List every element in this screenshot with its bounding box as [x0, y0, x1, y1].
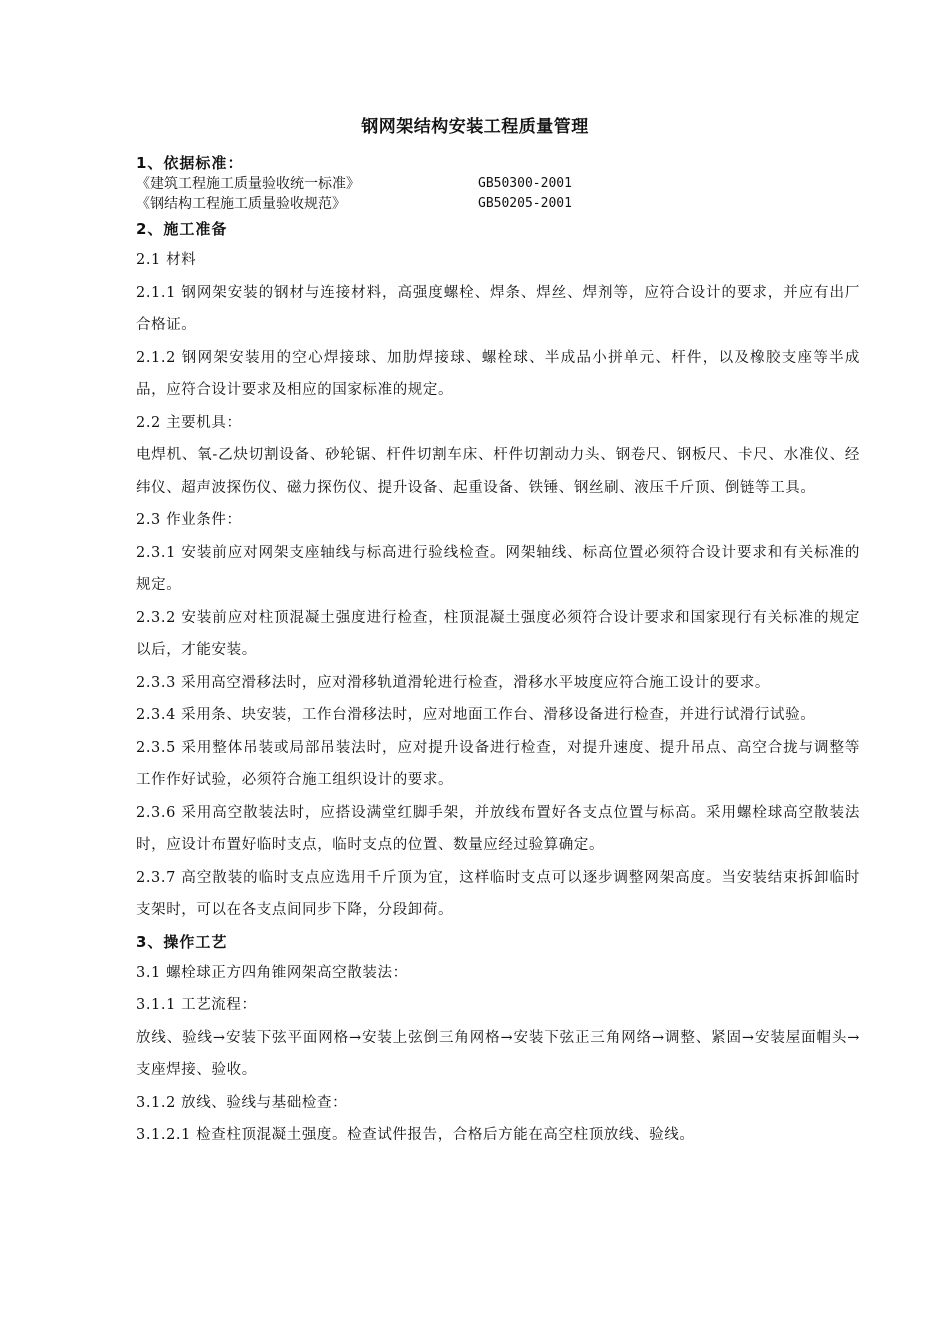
standard-name: 《钢结构工程施工质量验收规范》 — [136, 196, 346, 212]
paragraph: 2.3.7 高空散装的临时支点应选用千斤顶为宜，这样临时支点可以逐步调整网架高度。当安装结束拆卸临时支架时，可以在各支点间同步下降，分段卸荷。 — [136, 869, 860, 918]
standard-code: GB50300-2001 — [478, 176, 572, 191]
paragraph: 3.1 螺栓球正方四角锥网架高空散装法： — [136, 964, 408, 981]
standard-reference — [136, 174, 860, 194]
section-2-heading: 2、施工准备 — [136, 220, 228, 238]
paragraph: 3.1.1 工艺流程： — [136, 997, 257, 1013]
document-title: 钢网架结构安装工程质量管理 — [361, 117, 589, 137]
paragraph: 3.1.2.1 检查柱顶混凝土强度。检查试件报告，合格后方能在高空柱顶放线、验线。 — [136, 1127, 695, 1143]
section-3-heading: 3、操作工艺 — [136, 932, 228, 951]
standard-reference — [136, 194, 860, 214]
paragraph: 3.1.2 放线、验线与基础检查： — [136, 1094, 348, 1111]
section-1-heading: 1、依据标准： — [136, 154, 244, 172]
paragraph: 2.3.3 采用高空滑移法时，应对滑移轨道滑轮进行检查，滑移水平坡度应符合施工设计的要求。 — [136, 674, 770, 691]
paragraph: 2.1.1 钢网架安装的钢材与连接材料，高强度螺栓、焊条、焊丝、焊剂等，应符合设计的要求，并应有出厂合格证。 — [136, 284, 860, 333]
paragraph: 2.3.2 安装前应对柱顶混凝土强度进行检查，柱顶混凝土强度必须符合设计要求和国家现行有关标准的规定以后，才能安装。 — [136, 609, 860, 658]
paragraph: 2.1.2 钢网架安装用的空心焊接球、加肋焊接球、螺栓球、半成品小拼单元、杆件，以及橡胶支座等半成品，应符合设计要求及相应的国家标准的规定。 — [136, 349, 860, 398]
paragraph: 电焊机、氧-乙炔切割设备、砂轮锯、杆件切割车床、杆件切割动力头、钢卷尺、钢板尺、卡尺、水准仪、经纬仪、超声波探伤仪、磁力探伤仪、提升设备、起重设备、铁锤、钢丝刷、液压千斤顶、倒链等工具。 — [136, 447, 860, 496]
standard-name: 《建筑工程施工质量验收统一标准》 — [136, 176, 360, 192]
document-body — [136, 152, 860, 1152]
paragraph: 2.2 主要机具： — [136, 414, 242, 431]
paragraph: 2.3.4 采用条、块安装，工作台滑移法时，应对地面工作台、滑移设备进行检查，并进行试滑行试验。 — [136, 707, 816, 723]
standard-code: GB50205-2001 — [478, 196, 572, 211]
paragraph: 2.3.1 安装前应对网架支座轴线与标高进行验线检查。网架轴线、标高位置必须符合设计要求和有关标准的规定。 — [136, 544, 860, 593]
paragraph: 2.3 作业条件： — [136, 512, 242, 528]
paragraph: 2.3.6 采用高空散装法时，应搭设满堂红脚手架，并放线布置好各支点位置与标高。采用螺栓球高空散装法时，应设计布置好临时支点，临时支点的位置、数量应经过验算确定。 — [136, 804, 860, 853]
paragraph: 放线、验线→安装下弦平面网格→安装上弦倒三角网格→安装下弦正三角网络→调整、紧固→安装屋面帽头→支座焊接、验收。 — [136, 1029, 860, 1078]
paragraph: 2.1 材料 — [136, 252, 197, 268]
paragraph: 2.3.5 采用整体吊装或局部吊装法时，应对提升设备进行检查，对提升速度、提升吊点、高空合拢与调整等工作作好试验，必须符合施工组织设计的要求。 — [136, 739, 860, 788]
